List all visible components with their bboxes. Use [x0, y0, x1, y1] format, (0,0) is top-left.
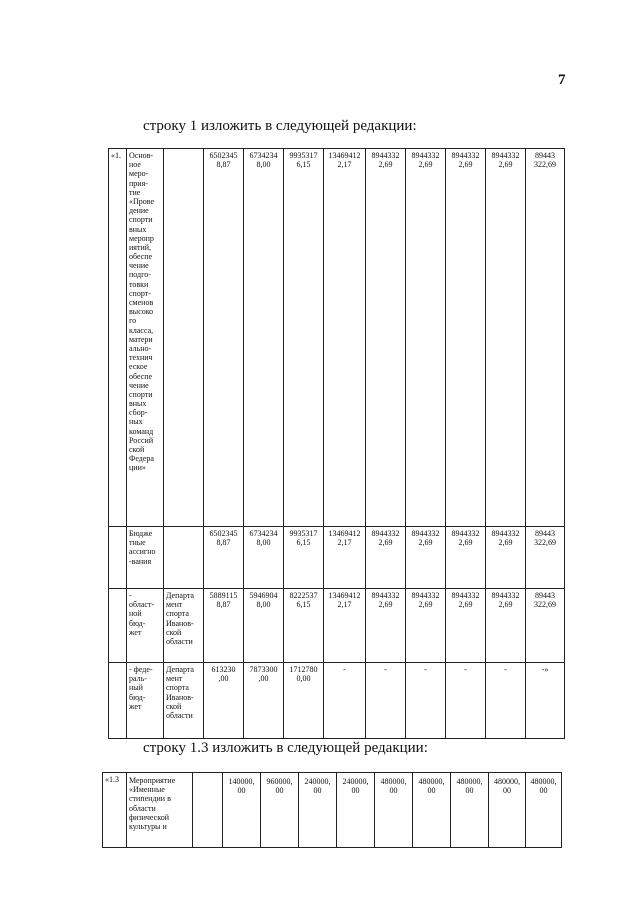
- row-code: [109, 589, 127, 663]
- value-cell: 140000, 00: [223, 773, 261, 848]
- value-cell: 8944332 2,69: [446, 589, 486, 663]
- value-cell: 480000, 00: [375, 773, 413, 848]
- row-name: Основ- ное меро- прия- тие «Прове дение спорти вных меропр иятий, обеспе чение подго- товки спорт- сменов высоко го класса, матери ально- технич еское обеспе чение спорти вных сбор- ных команд Россий ской Федера ции»: [127, 149, 164, 527]
- value-cell: -: [324, 663, 366, 739]
- budget-table-row-1: [108, 148, 565, 739]
- value-cell: 480000, 00: [489, 773, 526, 848]
- value-cell: 13469412 2,17: [324, 149, 366, 527]
- value-cell: 1712780 0,00: [284, 663, 324, 739]
- section-heading-row-1: строку 1 изложить в следующей редакции:: [143, 118, 417, 134]
- value-cell: 480000, 00: [526, 773, 562, 848]
- value-cell: -: [486, 663, 526, 739]
- value-cell: 8944332 2,69: [446, 149, 486, 527]
- row-code: [109, 527, 127, 589]
- value-cell: 8944332 2,69: [486, 589, 526, 663]
- row-source: [164, 527, 204, 589]
- table-row: [109, 589, 565, 663]
- value-cell: 5889115 8,87: [204, 589, 244, 663]
- value-cell: 480000, 00: [451, 773, 489, 848]
- value-cell: 13469412 2,17: [324, 589, 366, 663]
- value-cell: 613230 ,00: [204, 663, 244, 739]
- value-cell: 8944332 2,69: [406, 589, 446, 663]
- value-cell: 240000, 00: [299, 773, 337, 848]
- value-cell: 6734234 8,00: [244, 527, 284, 589]
- value-cell: 8944332 2,69: [446, 527, 486, 589]
- value-cell: 960000, 00: [261, 773, 299, 848]
- value-cell: 480000, 00: [413, 773, 451, 848]
- value-cell: 8944332 2,69: [406, 527, 446, 589]
- value-cell: 9935317 6,15: [284, 527, 324, 589]
- value-cell: -: [446, 663, 486, 739]
- row-name: Мероприятие «Именные стипендии в области физической культуры и: [127, 773, 193, 848]
- row-name: Бюдже тные ассигно -вания: [127, 527, 164, 589]
- table-row: [109, 527, 565, 589]
- value-cell: 6734234 8,00: [244, 149, 284, 527]
- value-cell: 8944332 2,69: [406, 149, 446, 527]
- row-source: Департа мент спорта Иванов- ской области: [164, 589, 204, 663]
- value-cell: 8222537 6,15: [284, 589, 324, 663]
- section-heading-row-1-3: строку 1.3 изложить в следующей редакции:: [143, 740, 428, 756]
- budget-table-row-1-3: [102, 772, 562, 848]
- value-cell: 7873300 ,00: [244, 663, 284, 739]
- row-source: [164, 149, 204, 527]
- value-cell: 240000, 00: [337, 773, 375, 848]
- value-cell: 8944332 2,69: [486, 527, 526, 589]
- row-code: [109, 663, 127, 739]
- row-source: [193, 773, 223, 848]
- value-cell: 5946904 8,00: [244, 589, 284, 663]
- row-name: - област- ной бюд- жет: [127, 589, 164, 663]
- row-code: «1.3: [103, 773, 127, 848]
- row-code: «1.: [109, 149, 127, 527]
- table-row: [109, 663, 565, 739]
- row-source: Департа мент спорта Иванов- ской области: [164, 663, 204, 739]
- row-name: - феде- раль- ный бюд- жет: [127, 663, 164, 739]
- value-cell: 8944332 2,69: [366, 527, 406, 589]
- value-cell: 13469412 2,17: [324, 527, 366, 589]
- value-cell: 89443 322,69: [526, 589, 565, 663]
- value-cell: 6502345 8,87: [204, 149, 244, 527]
- value-cell: 89443 322,69: [526, 527, 565, 589]
- table-row: [103, 773, 562, 848]
- value-cell: 6502345 8,87: [204, 527, 244, 589]
- value-cell: 89443 322,69: [526, 149, 565, 527]
- value-cell: -»: [526, 663, 565, 739]
- page-number: 7: [558, 72, 566, 88]
- table-row: [109, 149, 565, 527]
- value-cell: 8944332 2,69: [486, 149, 526, 527]
- value-cell: -: [406, 663, 446, 739]
- value-cell: 9935317 6,15: [284, 149, 324, 527]
- value-cell: -: [366, 663, 406, 739]
- value-cell: 8944332 2,69: [366, 149, 406, 527]
- value-cell: 8944332 2,69: [366, 589, 406, 663]
